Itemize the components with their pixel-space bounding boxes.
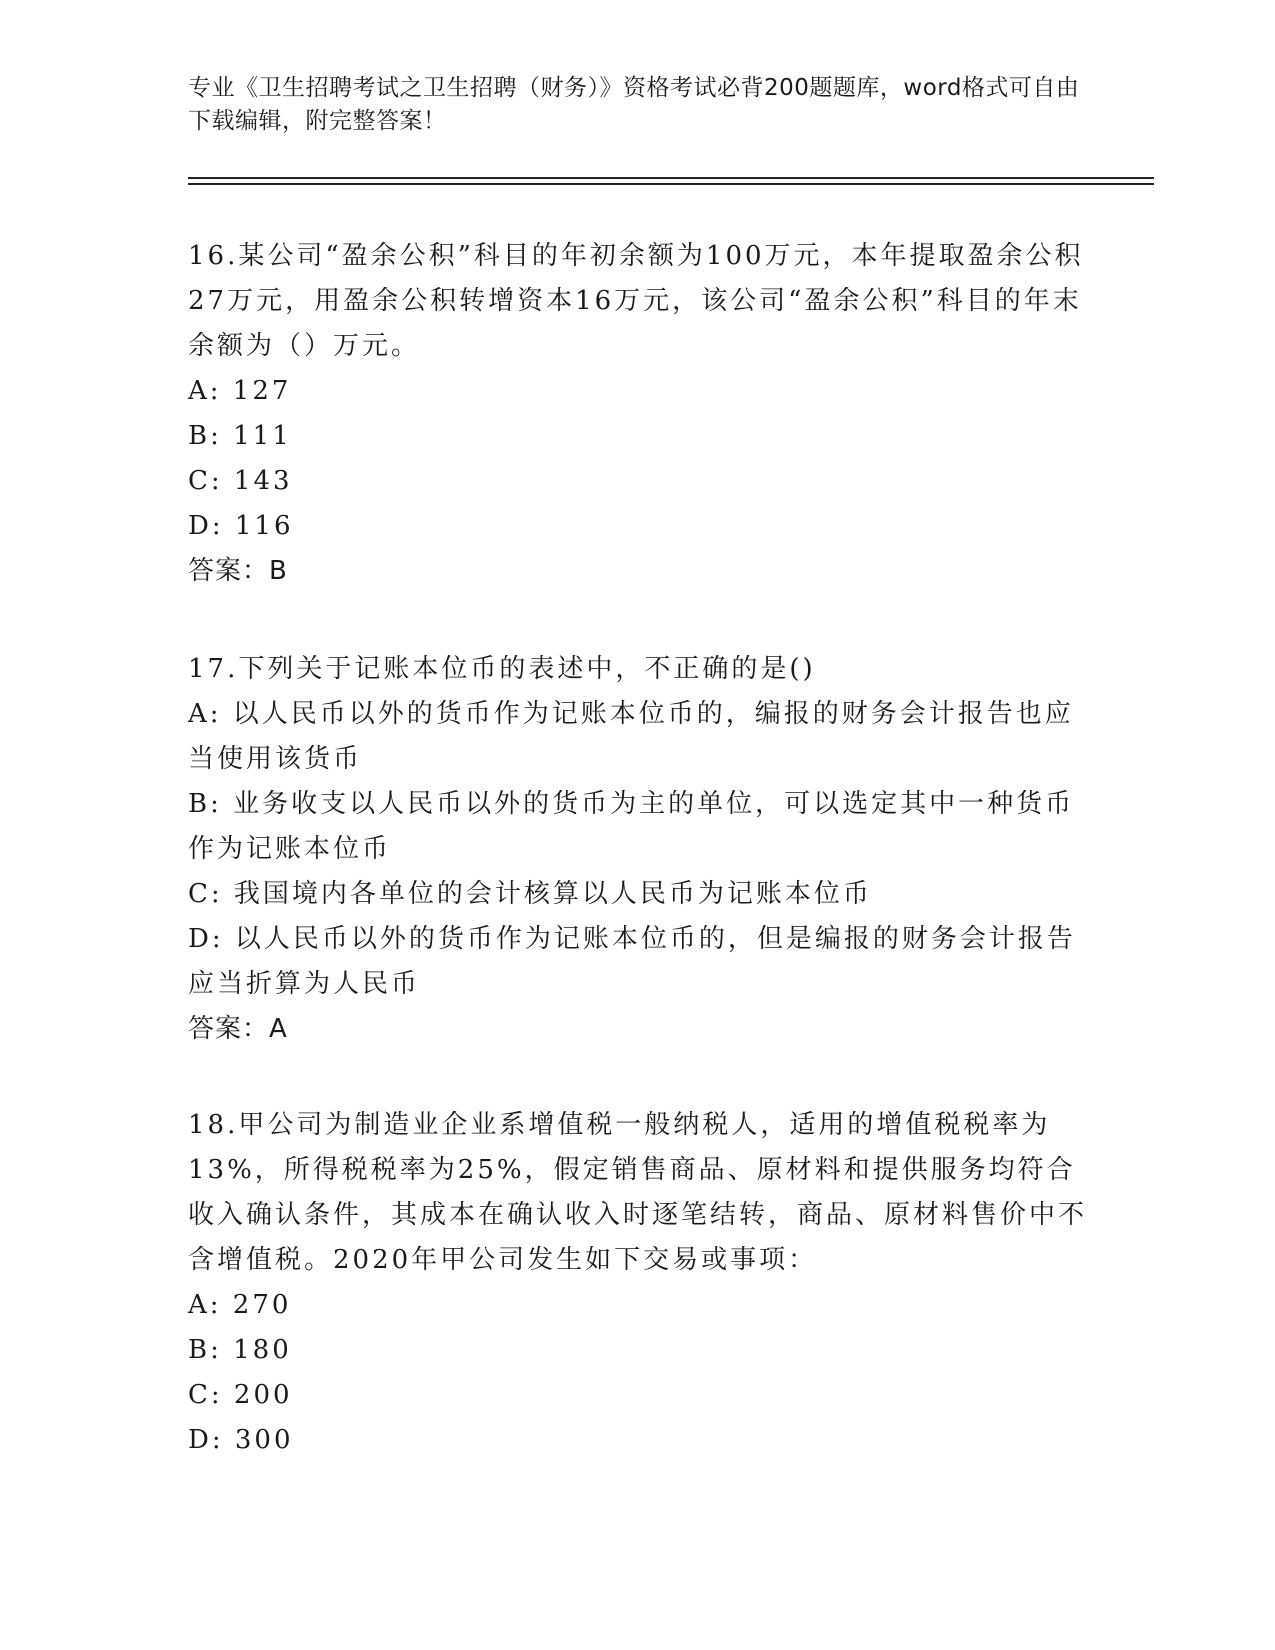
question-16 [188,234,1088,594]
header-text: 专业《卫生招聘考试之卫生招聘（财务）》资格考试必背200题题库，word格式可自由下载编辑，附完整答案！ [188,75,1080,134]
option-c: C: 我国境内各单位的会计核算以人民币为记账本位币 [188,879,872,909]
option-c: C: 143 [188,466,293,496]
document-header [188,72,1088,138]
question-stem: 16.某公司“盈余公积”科目的年初余额为100万元，本年提取盈余公积27万元，用盈余公积转增资本16万元，该公司“盈余公积”科目的年末余额为（）万元。 [188,241,1084,361]
answer: 答案：B [188,556,288,586]
option-c: C: 200 [188,1380,293,1410]
option-a: A: 127 [188,376,292,406]
question-stem: 18.甲公司为制造业企业系增值税一般纳税人，适用的增值税税率为13%，所得税税率为25%，假定销售商品、原材料和提供服务均符合收入确认条件，其成本在确认收入时逐笔结转，商品、原材料售价中不含增值税。2020年甲公司发生如下交易或事项： [188,1110,1088,1275]
answer: 答案：A [188,1014,288,1044]
question-stem: 17.下列关于记账本位币的表述中，不正确的是() [188,654,816,684]
option-a: A: 270 [188,1290,292,1320]
header-divider-top [188,177,1154,179]
option-d: D: 116 [188,511,294,541]
option-d: D: 300 [188,1425,294,1455]
option-b: B: 111 [188,421,292,451]
question-17 [188,647,1088,1052]
option-a: A: 以人民币以外的货币作为记账本位币的，编报的财务会计报告也应当使用该货币 [188,699,1074,774]
question-18 [188,1103,1088,1463]
option-b: B: 业务收支以人民币以外的货币为主的单位，可以选定其中一种货币作为记账本位币 [188,789,1075,864]
header-divider-bottom [188,183,1154,185]
option-b: B: 180 [188,1335,292,1365]
option-d: D: 以人民币以外的货币作为记账本位币的，但是编报的财务会计报告应当折算为人民币 [188,924,1076,999]
